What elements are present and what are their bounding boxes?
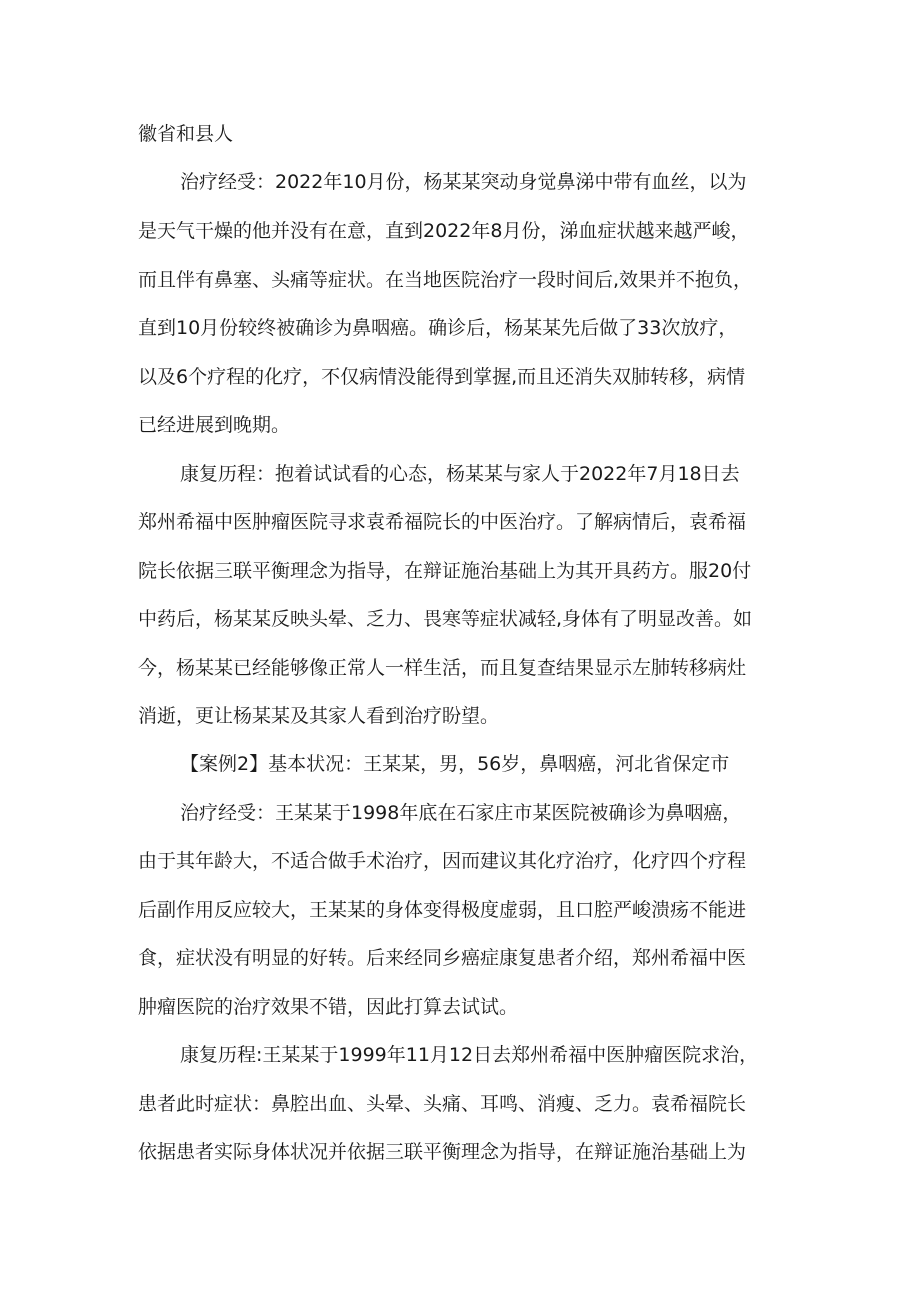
text-line: 而且伴有鼻塞、头痛等症状。在当地医院治疗一段时间后,效果并不抱负， [138, 269, 753, 291]
text-line: 由于其年龄大，不适合做手术治疗，因而建议其化疗治疗，化疗四个疗程 [138, 850, 747, 872]
text-line: 肿瘤医院的治疗效果不错，因此打算去试试。 [138, 996, 519, 1018]
text-line: 消逝，更让杨某某及其家人看到治疗盼望。 [138, 705, 500, 727]
text-line: 依据患者实际身体状况并依据三联平衡理念为指导，在辩证施治基础上为 [138, 1141, 747, 1163]
text-line: 康复历程：抱着试试看的心态，杨某某与家人于2022年7月18日去 [180, 463, 740, 485]
text-line: 院长依据三联平衡理念为指导，在辩证施治基础上为其开具药方。服20付 [138, 560, 752, 582]
text-line: 治疗经受：2022年10月份，杨某某突动身觉鼻涕中带有血丝，以为 [180, 171, 747, 193]
text-line: 已经进展到晚期。 [138, 414, 291, 436]
text-line: 徽省和县人 [138, 123, 234, 145]
text-line: 直到10月份较终被确诊为鼻咽癌。确诊后，杨某某先后做了33次放疗， [138, 317, 738, 339]
text-line: 食，症状没有明显的好转。后来经同乡癌症康复患者介绍，郑州希福中医 [138, 947, 747, 969]
text-line: 【案例2】基本状况：王某某，男，56岁，鼻咽癌，河北省保定市 [180, 753, 730, 775]
text-line: 以及6个疗程的化疗，不仅病情没能得到掌握,而且还消失双肺转移，病情 [138, 366, 746, 388]
text-line: 是天气干燥的他并没有在意，直到2022年8月份，涕血症状越来越严峻， [138, 220, 750, 242]
text-line: 中药后，杨某某反映头晕、乏力、畏寒等症状减轻,身体有了明显改善。如 [138, 608, 753, 630]
text-line: 康复历程:王某某于1999年11月12日去郑州希福中医肿瘤医院求治， [180, 1044, 759, 1066]
text-line: 治疗经受：王某某于1998年底在石家庄市某医院被确诊为鼻咽癌， [180, 802, 742, 824]
text-line: 郑州希福中医肿瘤医院寻求袁希福院长的中医治疗。了解病情后，袁希福 [138, 511, 747, 533]
text-line: 患者此时症状：鼻腔出血、头晕、头痛、耳鸣、消瘦、乏力。袁希福院长 [138, 1093, 747, 1115]
text-line: 今，杨某某已经能够像正常人一样生活，而且复查结果显示左肺转移病灶 [138, 657, 747, 679]
text-line: 后副作用反应较大，王某某的身体变得极度虚弱，且口腔严峻溃疡不能进 [138, 899, 747, 921]
